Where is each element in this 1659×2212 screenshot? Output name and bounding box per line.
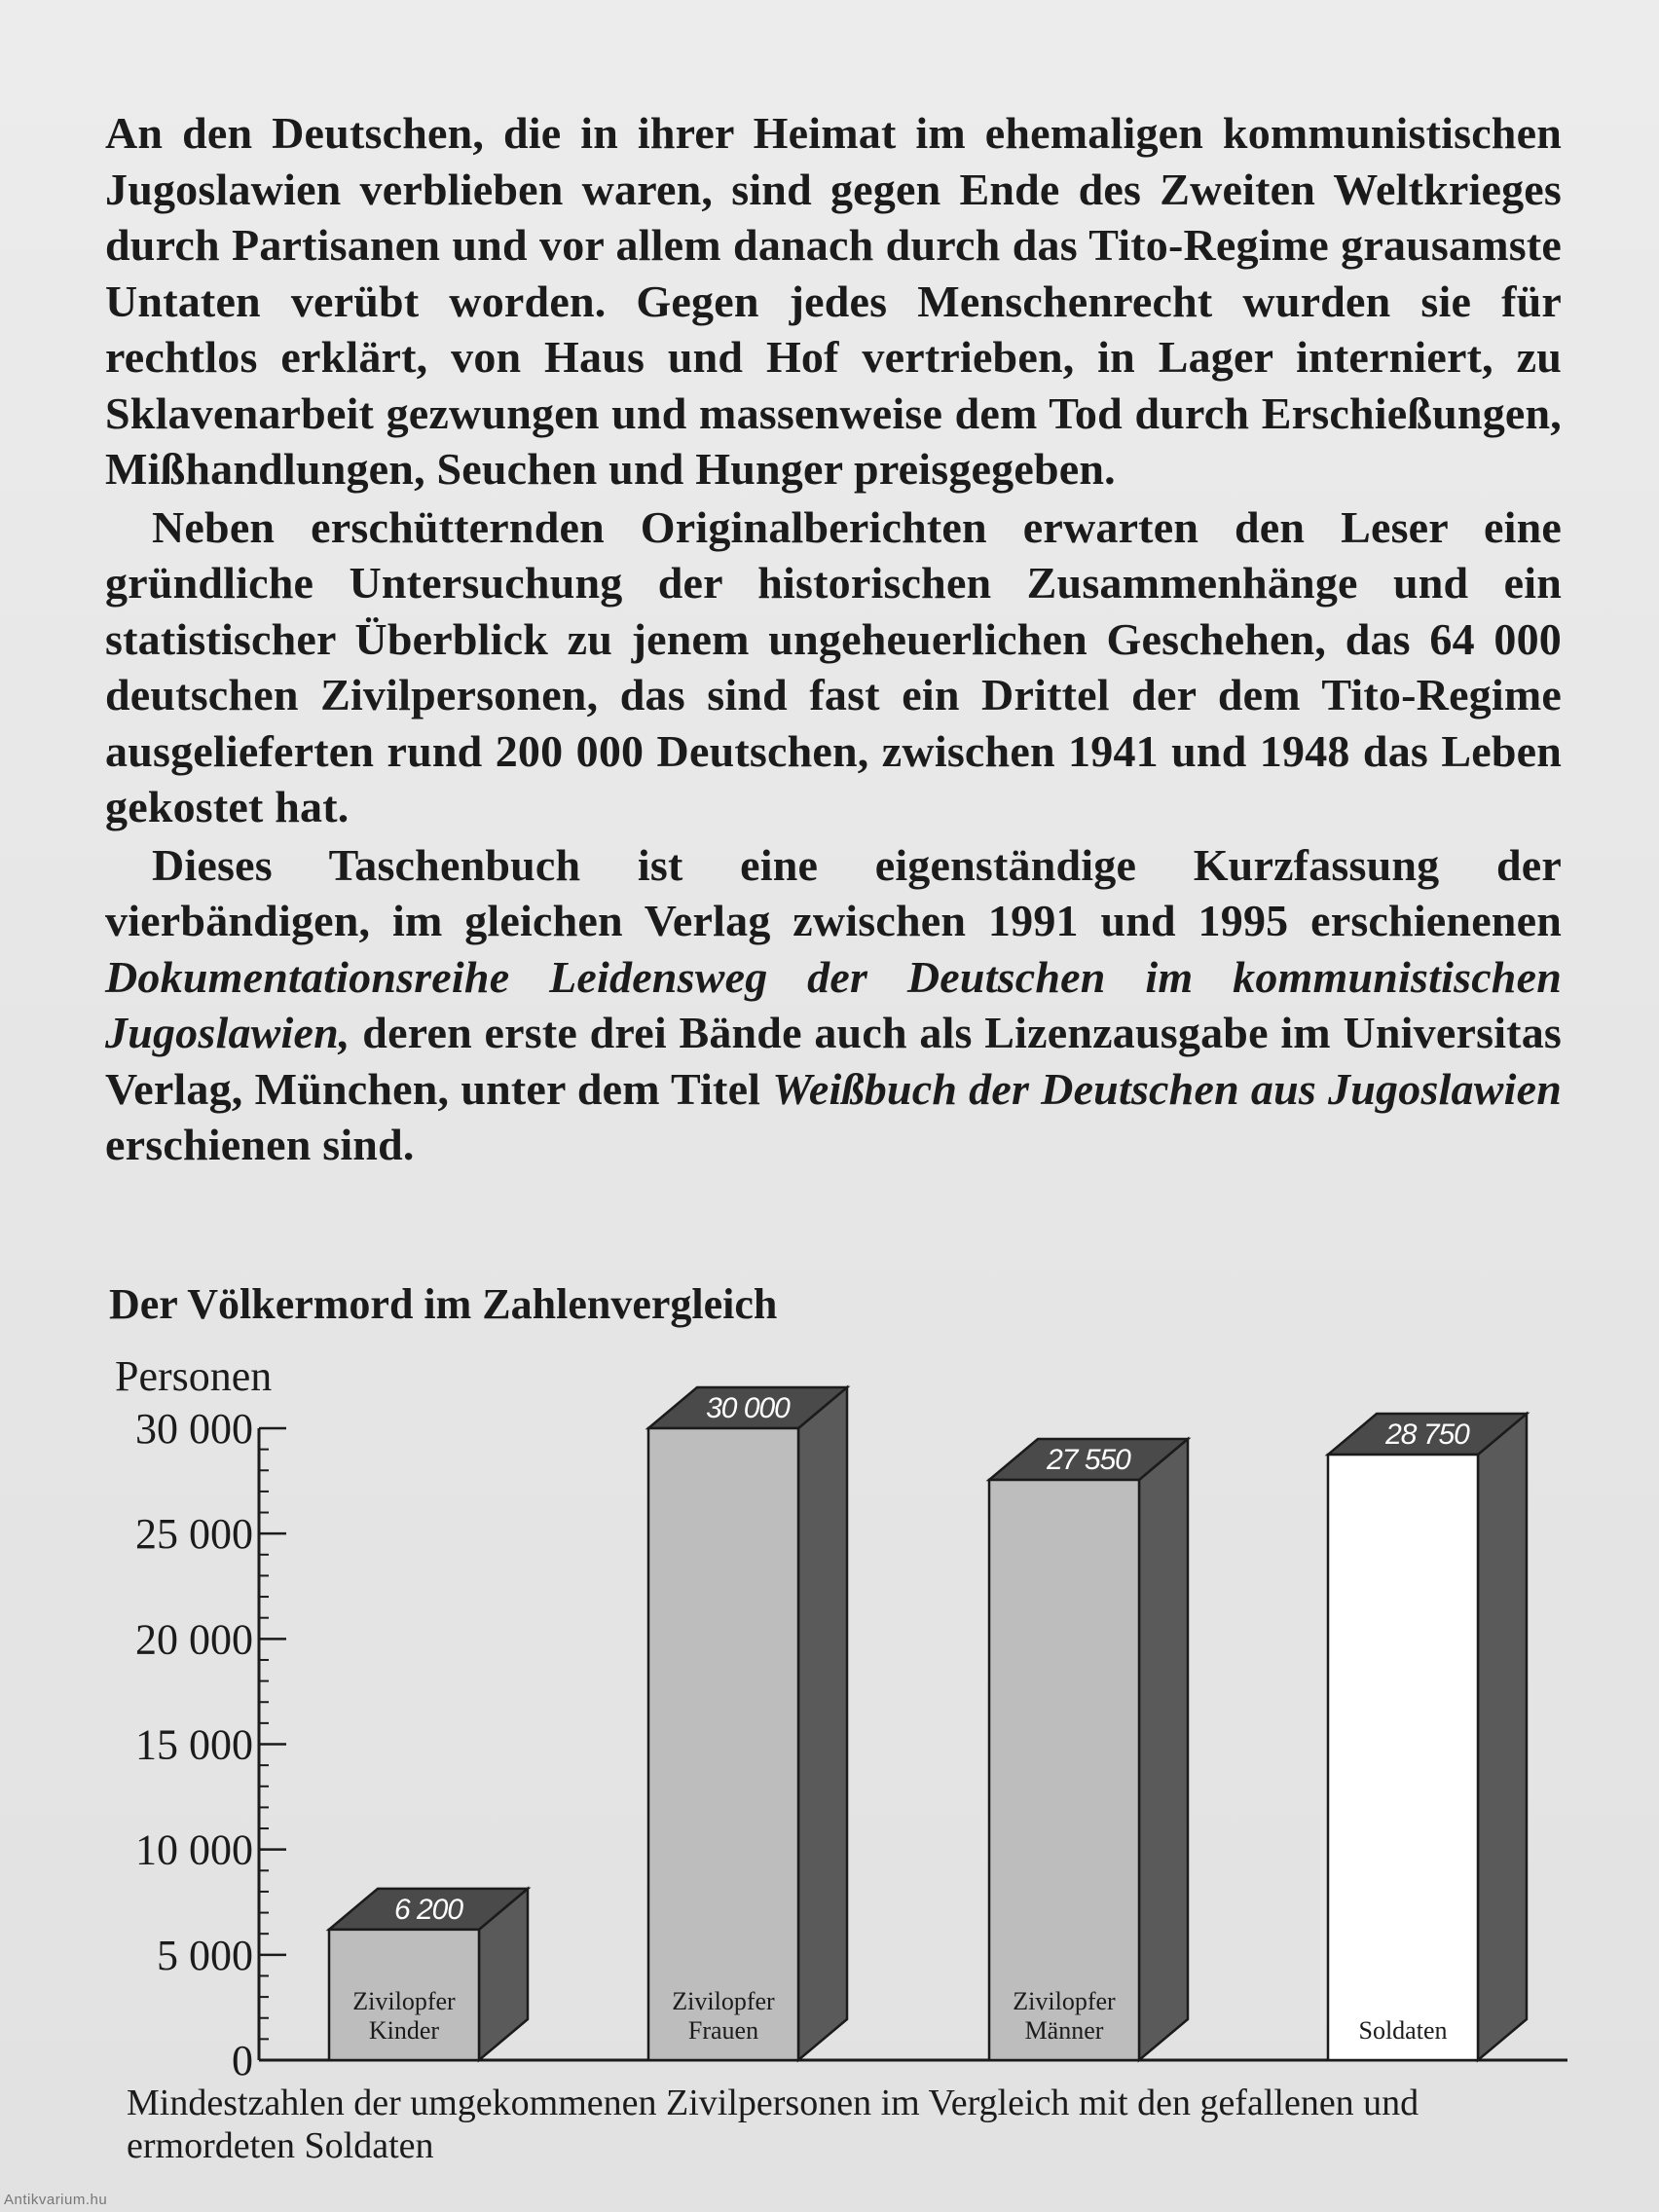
category-label: Männer [1024, 2016, 1104, 2045]
bar [648, 1428, 798, 2060]
category-label: Zivilopfer [352, 1987, 456, 2015]
category-label: Zivilopfer [1013, 1987, 1116, 2015]
bar-value-label: 6 200 [393, 1893, 463, 1926]
bar-side-face [1139, 1439, 1188, 2060]
paragraph-3-part-3: erschienen sind. [105, 1120, 415, 1169]
paragraph-3-part-2: deren erste drei Bände auch als Lizenzausgabe im Universitas Verlag, München, unter dem Titel [105, 1008, 1562, 1114]
y-tick-label: 25 000 [135, 1510, 253, 1559]
category-label: Zivilopfer [672, 1987, 775, 2015]
y-tick-label: 20 000 [135, 1615, 253, 1664]
paragraph-3-part-1: Dieses Taschenbuch ist eine eigenständige Kurzfassung der vierbändigen, im gleichen Verlag zwischen 1991 und 1995 erschienenen [105, 839, 1562, 945]
y-tick-label: 0 [232, 2037, 253, 2084]
y-tick-label: 30 000 [135, 1405, 253, 1453]
paragraph-2: Neben erschütternden Originalberichten erwarten den Leser eine gründliche Untersuchung der historischen Zusammenhänge und ein statistischer Überblick zu jenem ungeheuerlichen Geschehen, das 64 000 deutschen Zivilpersonen, das sind fast ein Drittel der dem Tito-Regime ausgelieferten rund 200 000 Deutschen, zwischen 1941 und 1948 das Leben gekostet hat. [105, 501, 1562, 831]
bar-side-face [798, 1387, 847, 2060]
chart-caption: Mindestzahlen der umgekommenen Zivilpersonen im Vergleich mit den gefallenen und ermordeten Soldaten [127, 2083, 1419, 2166]
category-label: Soldaten [1358, 2016, 1448, 2045]
weissbuch-title: Weißbuch der Deutschen aus Jugoslawien [772, 1063, 1562, 1114]
category-label: Kinder [368, 2016, 440, 2045]
y-axis-label: Personen [115, 1352, 273, 1400]
bar-value-label: 30 000 [706, 1392, 790, 1424]
paragraph-1: An den Deutschen, die in ihrer Heimat im ehemaligen kommunistischen Jugoslawien verblieben waren, sind gegen Ende des Zweiten Weltkrieges durch Partisanen und vor allem danach durch das Tito-Regime grausamste Untaten verübt worden. Gegen jedes Menschenrecht wurden sie für rechtlos erklärt, von Haus und Hof vertrieben, in Lager interniert, zu Sklavenarbeit gezwungen und massenweise dem Tod durch Erschießungen, Mißhandlungen, Seuchen und Hunger preisgegeben. [105, 108, 1562, 494]
category-label: Frauen [687, 2016, 759, 2045]
chart-title: Der Völkermord im Zahlenvergleich [109, 1280, 778, 1328]
y-tick-label: 15 000 [135, 1720, 253, 1769]
bar-value-label: 27 550 [1047, 1444, 1130, 1477]
y-tick-label: 10 000 [135, 1825, 253, 1874]
series-title: Dokumentationsreihe Leidensweg der Deutschen im kommunistischen Jugoslawien, [105, 951, 1562, 1057]
watermark: Antikvarium.hu [4, 2192, 108, 2208]
y-tick-label: 5 000 [157, 1931, 253, 1979]
bar-side-face [1478, 1414, 1527, 2060]
bar [1328, 1455, 1478, 2060]
bar-value-label: 28 750 [1385, 1419, 1469, 1452]
bar [989, 1480, 1139, 2060]
